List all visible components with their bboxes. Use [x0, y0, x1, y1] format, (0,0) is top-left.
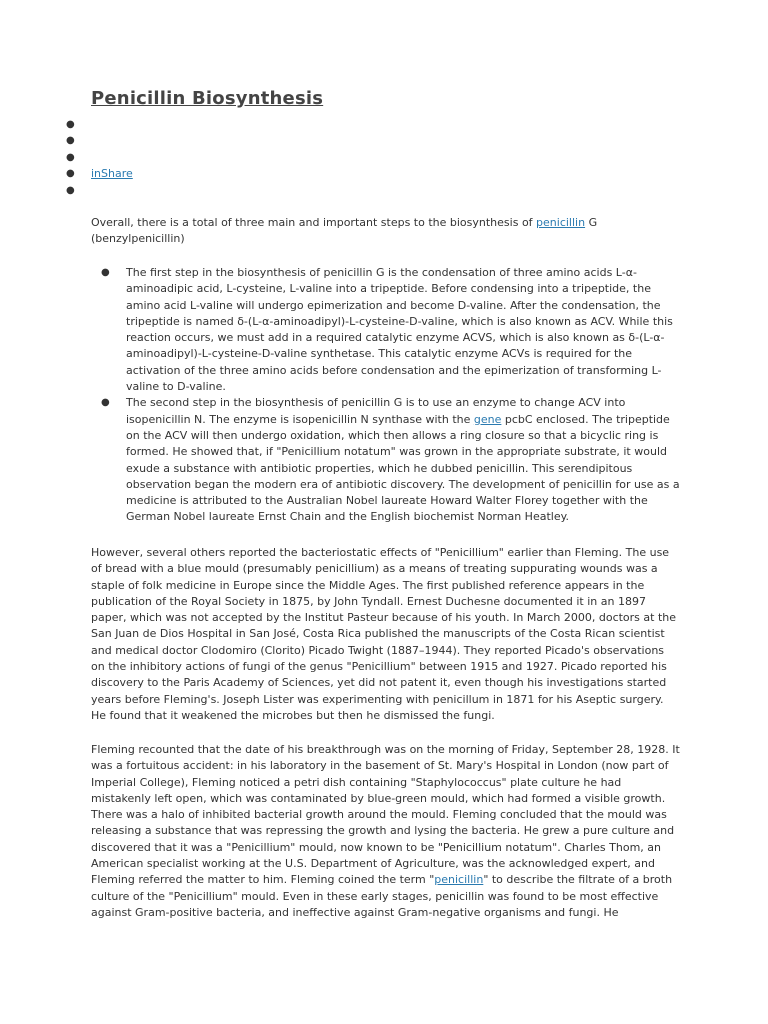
fleming-text-after: " to describe the filtrate of a broth culture of the "Penicillium" mould. Even in these early stages, penicillin was found to be most effective against Gram-positive bacteria, and ineffective against Gram-negative organisms and fungi. He: [91, 873, 673, 919]
step-2-text-before: The second step in the biosynthesis of penicillin G is to use an enzyme to change ACV into isopenicillin N. The enzyme is isopenicillin N synthase with the: [126, 396, 626, 426]
step-item-1: [91, 265, 681, 395]
bullet-icon: ●: [101, 397, 110, 409]
bullet-icon: ●: [66, 184, 75, 196]
share-item[interactable]: [0, 150, 300, 166]
share-item-inshare[interactable]: [0, 166, 300, 182]
inshare-link[interactable]: inShare: [91, 167, 133, 181]
step-1-text: The first step in the biosynthesis of penicillin G is the condensation of three amino acids L-α-aminoadipic acid, L-cysteine, L-valine into a tripeptide. Before condensing into a tripeptide, the amino acid L-valine will undergo epimerization and become D-valine. After the condensation, the tripeptide is named δ-(L-α-aminoadipyl)-L-cysteine-D-valine, which is also known as ACV. While this reaction occurs, we must add in a required catalytic enzyme ACVS, which is also known as δ-(L-α-aminoadipyl)-L-cysteine-D-valine synthetase. This catalytic enzyme ACVs is required for the activation of the three amino acids before condensation and the epimerization of transforming L-valine to D-valine.: [126, 266, 673, 394]
share-item[interactable]: [0, 133, 300, 149]
penicillin-link[interactable]: penicillin: [536, 216, 586, 229]
share-list: [0, 117, 300, 199]
intro-paragraph: [91, 215, 681, 248]
share-item[interactable]: [0, 117, 300, 133]
gene-link[interactable]: gene: [473, 412, 502, 426]
intro-text-after: G (benzylpenicillin): [91, 216, 598, 246]
paragraph-fleming: [91, 742, 681, 921]
bullet-icon: ●: [66, 151, 75, 163]
bullet-icon: ●: [101, 267, 110, 278]
intro-text-before: Overall, there is a total of three main and important steps to the biosynthesis of: [91, 216, 537, 229]
share-item[interactable]: [0, 183, 300, 199]
step-item-2: [91, 395, 681, 525]
bullet-icon: ●: [66, 135, 75, 147]
steps-list: [91, 265, 681, 526]
step-2-text-after: pcbC enclosed. The tripeptide on the ACV will then undergo oxidation, which then allows a ring closure so that a bicyclic ring is formed. He showed that, if "Penicillium notatum" was grown in the appropriate substrate, it would exude a substance with antibiotic properties, which he dubbed penicillin. This serendipitous observation began the modern era of antibiotic discovery. The development of penicillin for use as a medicine is attributed to the Australian Nobel laureate Howard Walter Florey together with the German Nobel laureate Ernst Chain and the English biochemist Norman Heatley.: [126, 412, 680, 524]
page-title: Penicillin Biosynthesis: [91, 88, 324, 109]
bullet-icon: ●: [66, 168, 75, 180]
bullet-icon: ●: [66, 119, 75, 130]
fleming-text-before: Fleming recounted that the date of his breakthrough was on the morning of Friday, September 28, 1928. It was a fortuitous accident: in his laboratory in the basement of St. Mary's Hospital in London (now part of Imperial College), Fleming noticed a petri dish containing "Staphylococcus" plate culture he had mistakenly left open, which was contaminated by blue-green mould, which had formed a visible growth. There was a halo of inhibited bacterial growth around the mould. Fleming concluded that the mould was releasing a substance that was repressing the growth and lysing the bacteria. He grew a pure culture and discovered that it was a "Penicillium" mould, now known to be "Penicillium notatum". Charles Thom, an American specialist working at the U.S. Department of Agriculture, was the acknowledged expert, and Fleming referred the matter to him. Fleming coined the term ": [91, 743, 680, 887]
paragraph-history: However, several others reported the bacteriostatic effects of "Penicillium" earlier than Fleming. The use of bread with a blue mould (presumably penicillium) as a means of treating suppurating wounds was a staple of folk medicine in Europe since the Middle Ages. The first published reference appears in the publication of the Royal Society in 1875, by John Tyndall. Ernest Duchesne documented it in an 1897 paper, which was not accepted by the Institut Pasteur because of his youth. In March 2000, doctors at the San Juan de Dios Hospital in San José, Costa Rica published the manuscripts of the Costa Rican scientist and medical doctor Clodomiro (Clorito) Picado Twight (1887–1944). They reported Picado's observations on the inhibitory actions of fungi of the genus "Penicillium" between 1915 and 1927. Picado reported his discovery to the Paris Academy of Sciences, yet did not patent it, even though his investigations started years before Fleming's. Joseph Lister was experimenting with penicillum in 1871 for his Aseptic surgery. He found that it weakened the microbes but then he dismissed the fungi.: [91, 546, 677, 722]
penicillin-term-link[interactable]: penicillin: [434, 873, 484, 887]
